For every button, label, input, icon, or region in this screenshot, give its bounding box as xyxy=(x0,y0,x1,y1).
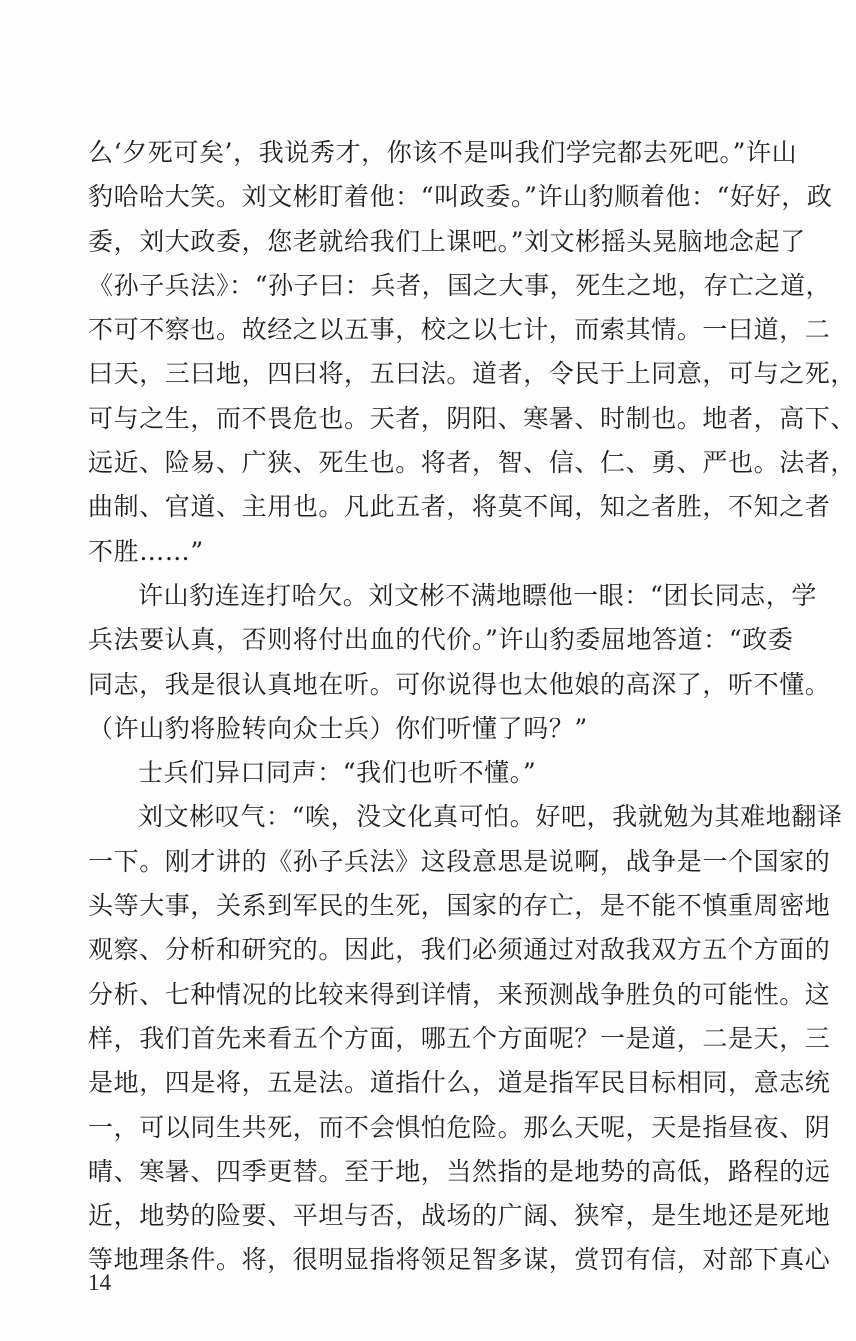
text-line: 一下。刚才讲的《孙子兵法》这段意思是说啊，战争是一个国家的 xyxy=(88,846,831,876)
text-line: 远近、险易、广狭、死生也。将者，智、信、仁、勇、严也。法者， xyxy=(88,448,856,478)
text-line: 分析、七种情况的比较来得到详情，来预测战争胜负的可能性。这 xyxy=(88,979,831,1009)
page-number: 14 xyxy=(88,1270,111,1295)
text-line: 头等大事，关系到军民的生死，国家的存亡，是不能不慎重周密地 xyxy=(88,891,831,921)
paragraph-start-line: 刘文彬叹气：“唉，没文化真可怕。好吧，我就勉为其难地翻译 xyxy=(138,802,843,832)
text-line: 近，地势的险要、平坦与否，战场的广阔、狭窄，是生地还是死地 xyxy=(88,1201,831,1231)
paragraph-start-line: 许山豹连连打哈欠。刘文彬不满地瞟他一眼：“团长同志，学 xyxy=(138,580,817,610)
text-line: 曲制、官道、主用也。凡此五者，将莫不闻，知之者胜，不知之者 xyxy=(88,492,831,522)
text-line: 可与之生，而不畏危也。天者，阴阳、寒暑、时制也。地者，高下、 xyxy=(88,403,856,433)
paragraph-start-line: 士兵们异口同声：“我们也听不懂。” xyxy=(138,758,537,788)
text-line: 同志，我是很认真地在听。可你说得也太他娘的高深了，听不懂。 xyxy=(88,669,831,699)
text-line: 观察、分析和研究的。因此，我们必须通过对敌我双方五个方面的 xyxy=(88,935,831,965)
text-line: 么‘夕死可矣’，我说秀才，你该不是叫我们学完都去死吧。”许山 xyxy=(88,138,798,167)
text-line: （许山豹将脸转向众士兵）你们听懂了吗？” xyxy=(88,713,588,743)
text-line: 不可不察也。故经之以五事，校之以七计，而索其情。一曰道，二 xyxy=(88,315,831,345)
body-text xyxy=(88,131,856,1283)
text-line: 委，刘大政委，您老就给我们上课吧。”刘文彬摇头晃脑地念起了 xyxy=(88,226,806,256)
text-line: 兵法要认真，否则将付出血的代价。”许山豹委屈地答道：“政委 xyxy=(88,625,794,655)
text-line: 一，可以同生共死，而不会惧怕危险。那么天呢，天是指昼夜、阴 xyxy=(88,1112,831,1142)
text-line: 等地理条件。将，很明显指将领足智多谋，赏罚有信，对部下真心 xyxy=(88,1245,831,1275)
text-line: 豹哈哈大笑。刘文彬盯着他：“叫政委。”许山豹顺着他：“好好，政 xyxy=(88,182,833,212)
text-line: 曰天，三曰地，四曰将，五曰法。道者，令民于上同意，可与之死， xyxy=(88,359,856,389)
text-line: 晴、寒暑、四季更替。至于地，当然指的是地势的高低，路程的远 xyxy=(88,1156,831,1186)
text-line: 不胜……” xyxy=(88,536,204,566)
text-line: 《孙子兵法》：“孙子曰：兵者，国之大事，死生之地，存亡之道， xyxy=(88,270,832,300)
text-line: 样，我们首先来看五个方面，哪五个方面呢？一是道，二是天，三 xyxy=(88,1023,831,1053)
text-line: 是地，四是将，五是法。道指什么，道是指军民目标相同，意志统 xyxy=(88,1068,831,1098)
